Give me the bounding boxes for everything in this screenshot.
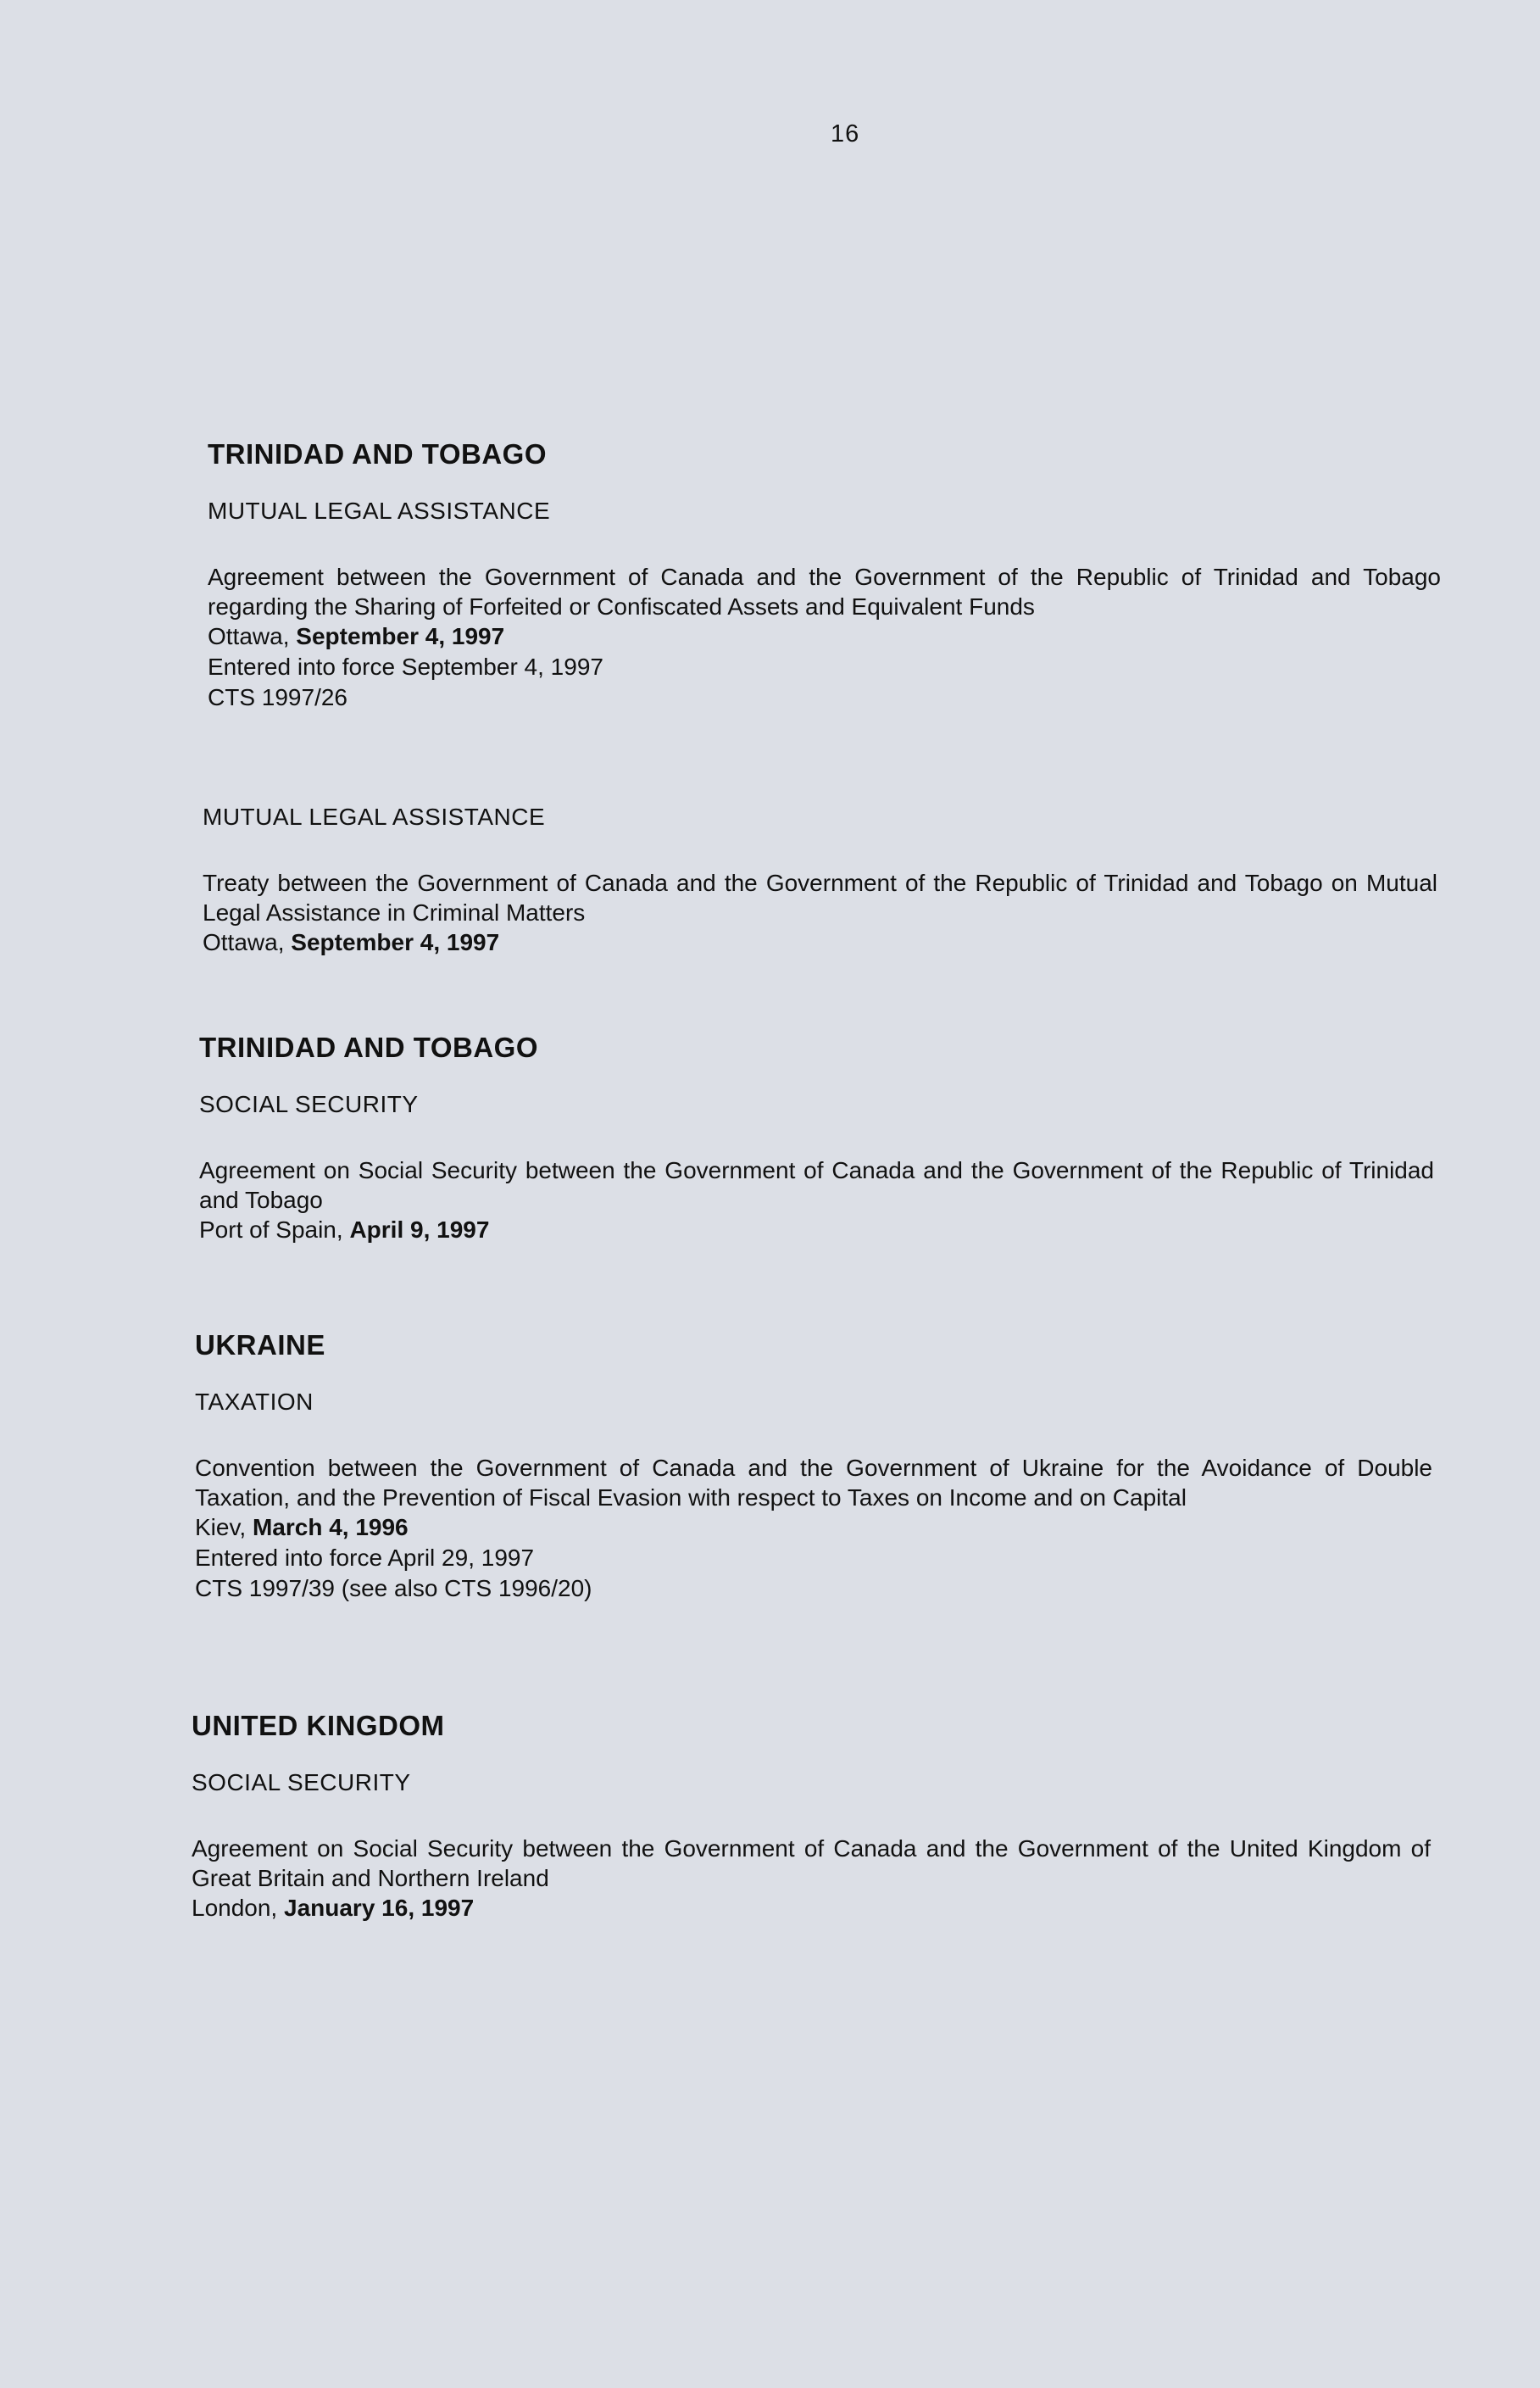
section-trinidad-social-security xyxy=(199,1032,1434,1245)
entry-into-force: Entered into force April 29, 1997 xyxy=(195,1545,535,1571)
convention-title: Convention between the Government of Canada and the Government of Ukraine for the Avoidance of Double Taxation, and the Prevention of Fiscal Evasion with respect to Taxes on Income and on Capital xyxy=(195,1455,1432,1511)
agreement-title: Agreement between the Government of Canada and the Government of the Republic of Trinidad and Tobago regarding the Sharing of Forfeited or Confiscated Assets and Equivalent Funds xyxy=(208,564,1441,620)
agreement-title: Agreement on Social Security between the Government of Canada and the Government of the United Kingdom of Great Britain and Northern Ireland xyxy=(192,1835,1431,1891)
cts-reference: CTS 1997/26 xyxy=(208,684,347,710)
signing-place: London, xyxy=(192,1895,278,1921)
signing-place: Kiev, xyxy=(195,1514,247,1540)
agreement-title: Agreement on Social Security between the Government of Canada and the Government of the Republic of Trinidad and Tobago xyxy=(199,1157,1434,1213)
signing-place-date xyxy=(199,1215,1434,1245)
signing-date: September 4, 1997 xyxy=(291,929,500,955)
page-number: 16 xyxy=(831,120,860,148)
signing-date: September 4, 1997 xyxy=(296,623,505,649)
cts-reference: CTS 1997/39 (see also CTS 1996/20) xyxy=(195,1575,592,1601)
signing-date: January 16, 1997 xyxy=(284,1895,475,1921)
category-label: MUTUAL LEGAL ASSISTANCE xyxy=(208,498,551,524)
entry-into-force: Entered into force September 4, 1997 xyxy=(208,654,603,680)
country-heading: TRINIDAD AND TOBAGO xyxy=(199,1032,538,1063)
category-label: TAXATION xyxy=(195,1389,314,1415)
signing-place-date xyxy=(195,1512,1432,1543)
category-label: SOCIAL SECURITY xyxy=(192,1769,411,1795)
country-heading: UNITED KINGDOM xyxy=(192,1710,445,1741)
signing-place-date xyxy=(208,621,1441,652)
signing-place: Ottawa, xyxy=(203,929,285,955)
section-trinidad-mutual-legal-assistance-agreement xyxy=(208,438,1441,713)
signing-date: April 9, 1997 xyxy=(349,1216,490,1243)
section-trinidad-mutual-legal-assistance-treaty xyxy=(203,804,1437,958)
signing-place-date xyxy=(203,927,1437,958)
signing-place: Port of Spain, xyxy=(199,1216,343,1243)
section-ukraine-taxation xyxy=(195,1329,1432,1604)
section-united-kingdom-social-security xyxy=(192,1710,1431,1923)
category-label: MUTUAL LEGAL ASSISTANCE xyxy=(203,804,546,830)
treaty-title: Treaty between the Government of Canada and the Government of the Republic of Trinidad and Tobago on Mutual Legal Assistance in Criminal Matters xyxy=(203,870,1437,926)
signing-place: Ottawa, xyxy=(208,623,290,649)
country-heading: UKRAINE xyxy=(195,1329,325,1361)
signing-date: March 4, 1996 xyxy=(252,1514,409,1540)
country-heading: TRINIDAD AND TOBAGO xyxy=(208,438,547,470)
signing-place-date xyxy=(192,1893,1431,1923)
category-label: SOCIAL SECURITY xyxy=(199,1091,419,1117)
